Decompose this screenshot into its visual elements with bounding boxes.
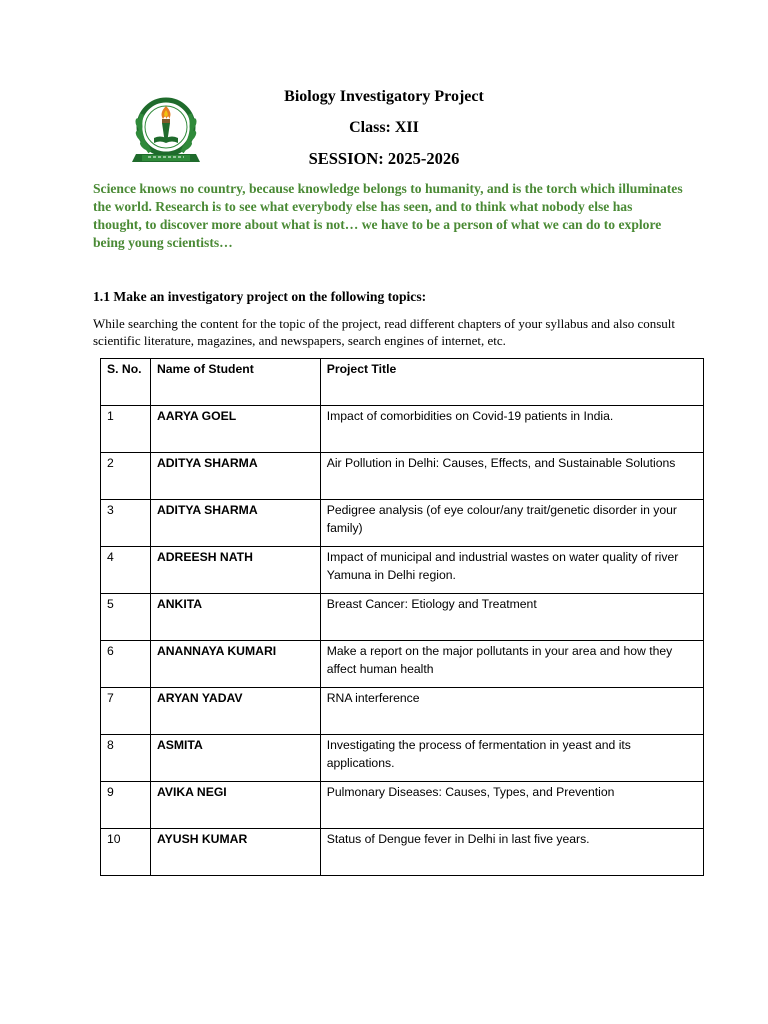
cell-student-name: AVIKA NEGI (150, 782, 320, 829)
cell-student-name: AARYA GOEL (150, 406, 320, 453)
cell-project-title: Air Pollution in Delhi: Causes, Effects, and Sustainable Solutions (320, 453, 703, 500)
cell-student-name: AYUSH KUMAR (150, 829, 320, 876)
page-title: Biology Investigatory Project (284, 88, 484, 105)
cell-student-name: ANKITA (150, 594, 320, 641)
project-table (100, 358, 704, 876)
cell-sno: 7 (101, 688, 151, 735)
table-row (101, 735, 704, 782)
cell-sno: 5 (101, 594, 151, 641)
cell-sno: 1 (101, 406, 151, 453)
table-row (101, 453, 704, 500)
cell-student-name: ADITYA SHARMA (150, 453, 320, 500)
cell-project-title: Impact of comorbidities on Covid-19 patients in India. (320, 406, 703, 453)
inspirational-quote: Science knows no country, because knowledge belongs to humanity, and is the torch which illuminates the world. Research is to see what everybody else has seen, and to think what nobody else has thought, to discover more about what is not… we have to be a person of what we can do to explore being young scientists… (93, 181, 683, 250)
section-heading: 1.1 Make an investigatory project on the following topics: (93, 289, 427, 304)
table-row (101, 829, 704, 876)
cell-student-name: ADREESH NATH (150, 547, 320, 594)
cell-student-name: ADITYA SHARMA (150, 500, 320, 547)
table-row (101, 782, 704, 829)
cell-project-title: Breast Cancer: Etiology and Treatment (320, 594, 703, 641)
cell-project-title: Impact of municipal and industrial wastes on water quality of river Yamuna in Delhi region. (320, 547, 703, 594)
header-project-title: Project Title (320, 359, 703, 406)
table-header-row (101, 359, 704, 406)
cell-sno: 2 (101, 453, 151, 500)
cell-project-title: Investigating the process of fermentation in yeast and its applications. (320, 735, 703, 782)
cell-sno: 10 (101, 829, 151, 876)
cell-student-name: ASMITA (150, 735, 320, 782)
table-row (101, 547, 704, 594)
header-student-name: Name of Student (150, 359, 320, 406)
table-row (101, 500, 704, 547)
header-sno: S. No. (101, 359, 151, 406)
table-row (101, 594, 704, 641)
cell-sno: 8 (101, 735, 151, 782)
cell-project-title: Make a report on the major pollutants in your area and how they affect human health (320, 641, 703, 688)
cell-sno: 9 (101, 782, 151, 829)
table-row (101, 641, 704, 688)
session-label: SESSION: 2025-2026 (308, 149, 460, 168)
cell-student-name: ARYAN YADAV (150, 688, 320, 735)
table-row (101, 406, 704, 453)
cell-project-title: Pulmonary Diseases: Causes, Types, and Prevention (320, 782, 703, 829)
instructions-paragraph: While searching the content for the topic of the project, read different chapters of your syllabus and also consult scientific literature, magazines, and newspapers, search engines of internet, etc. (93, 316, 676, 348)
cell-project-title: RNA interference (320, 688, 703, 735)
cell-project-title: Pedigree analysis (of eye colour/any trait/genetic disorder in your family) (320, 500, 703, 547)
cell-sno: 3 (101, 500, 151, 547)
cell-sno: 6 (101, 641, 151, 688)
table-row (101, 688, 704, 735)
cell-student-name: ANANNAYA KUMARI (150, 641, 320, 688)
class-label: Class: XII (349, 119, 419, 136)
cell-sno: 4 (101, 547, 151, 594)
cell-project-title: Status of Dengue fever in Delhi in last five years. (320, 829, 703, 876)
